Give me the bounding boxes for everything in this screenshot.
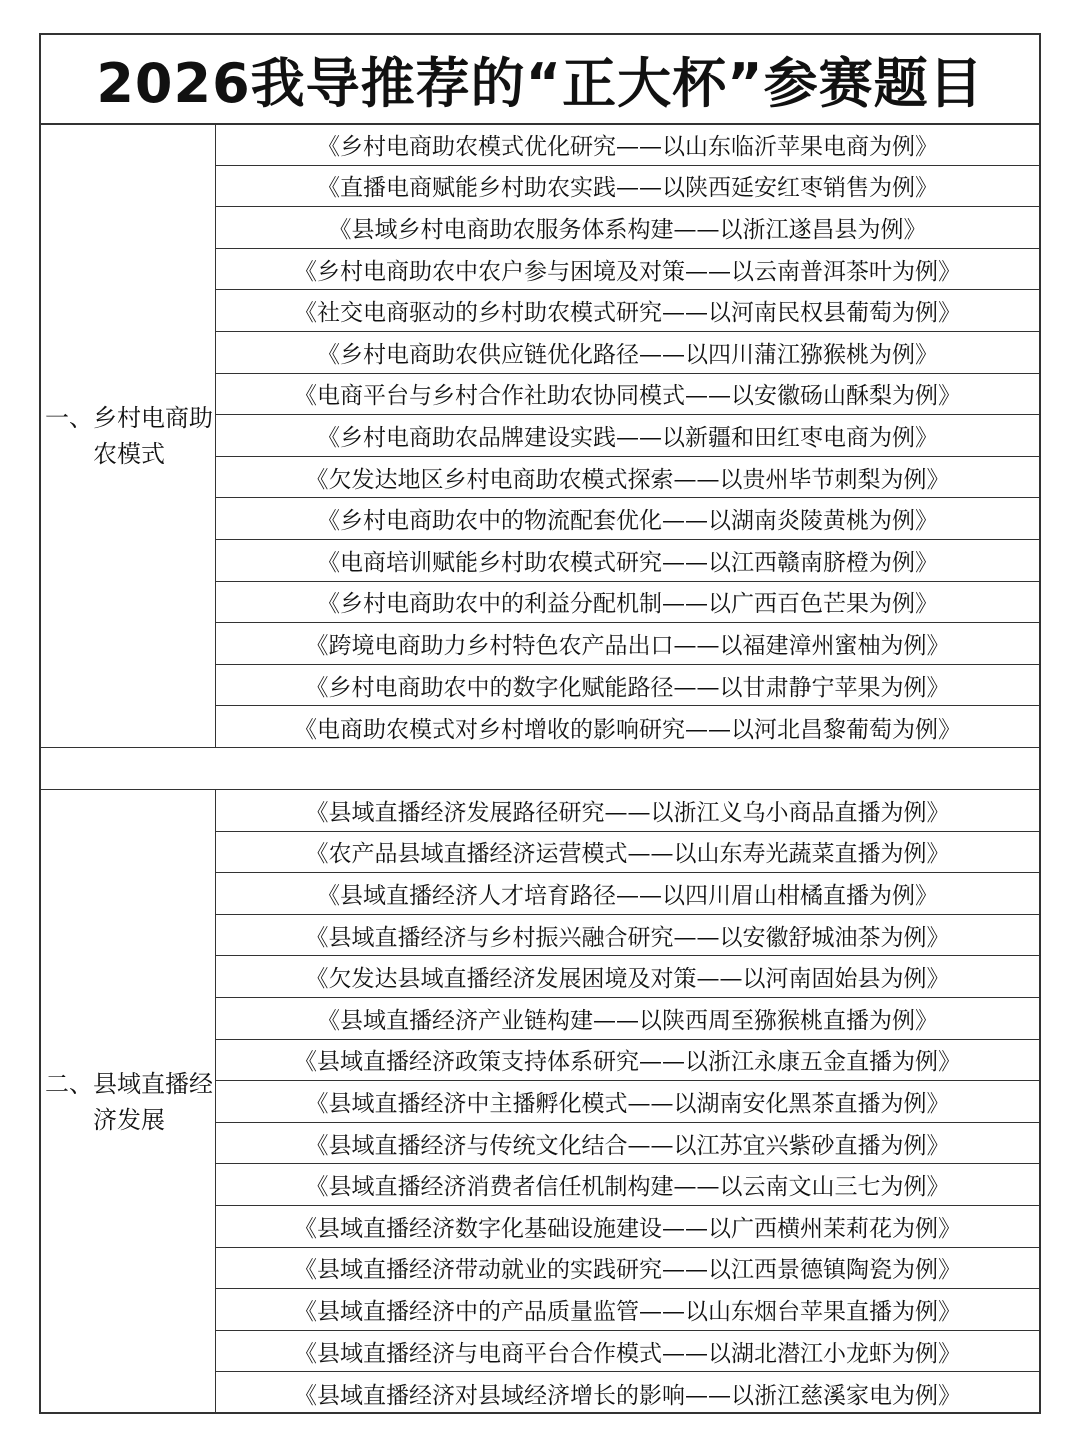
topic-list xyxy=(216,124,1039,748)
topic-row: 《县域直播经济与传统文化结合——以江苏宜兴紫砂直播为例》 xyxy=(216,1123,1039,1165)
topic-row: 《欠发达地区乡村电商助农模式探索——以贵州毕节刺梨为例》 xyxy=(216,457,1039,499)
topic-row: 《电商培训赋能乡村助农模式研究——以江西赣南脐橙为例》 xyxy=(216,540,1039,582)
topic-row: 《乡村电商助农中的物流配套优化——以湖南炎陵黄桃为例》 xyxy=(216,498,1039,540)
topic-row: 《乡村电商助农模式优化研究——以山东临沂苹果电商为例》 xyxy=(216,124,1039,166)
topic-row: 《县域直播经济数字化基础设施建设——以广西横州茉莉花为例》 xyxy=(216,1206,1039,1248)
topic-row: 《县域直播经济中主播孵化模式——以湖南安化黑茶直播为例》 xyxy=(216,1081,1039,1123)
topic-row: 《直播电商赋能乡村助农实践——以陕西延安红枣销售为例》 xyxy=(216,166,1039,208)
section-rural-ecommerce xyxy=(41,123,1039,747)
topic-row: 《跨境电商助力乡村特色农产品出口——以福建漳州蜜柚为例》 xyxy=(216,623,1039,665)
topic-row: 《农产品县域直播经济运营模式——以山东寿光蔬菜直播为例》 xyxy=(216,832,1039,874)
topic-row: 《县域直播经济消费者信任机制构建——以云南文山三七为例》 xyxy=(216,1164,1039,1206)
topic-row: 《欠发达县域直播经济发展困境及对策——以河南固始县为例》 xyxy=(216,956,1039,998)
topic-row: 《县域直播经济政策支持体系研究——以浙江永康五金直播为例》 xyxy=(216,1040,1039,1082)
topic-row: 《社交电商驱动的乡村助农模式研究——以河南民权县葡萄为例》 xyxy=(216,290,1039,332)
topic-row: 《县域直播经济产业链构建——以陕西周至猕猴桃直播为例》 xyxy=(216,998,1039,1040)
section-county-livestream xyxy=(41,789,1039,1414)
category-line-2: 济发展 xyxy=(93,1106,165,1134)
topic-row: 《乡村电商助农中的数字化赋能路径——以甘肃静宁苹果为例》 xyxy=(216,665,1039,707)
section-divider xyxy=(41,747,1039,790)
topic-row: 《电商平台与乡村合作社助农协同模式——以安徽砀山酥梨为例》 xyxy=(216,374,1039,416)
section-category xyxy=(41,790,216,1414)
page-title: 2026我导推荐的“正大杯”参赛题目 xyxy=(41,35,1039,125)
topic-row: 《县域直播经济人才培育路径——以四川眉山柑橘直播为例》 xyxy=(216,873,1039,915)
topic-row: 《县域直播经济与电商平台合作模式——以湖北潜江小龙虾为例》 xyxy=(216,1331,1039,1373)
topic-row: 《县域直播经济与乡村振兴融合研究——以安徽舒城油茶为例》 xyxy=(216,915,1039,957)
topics-table xyxy=(39,33,1041,1414)
topic-row: 《乡村电商助农供应链优化路径——以四川蒲江猕猴桃为例》 xyxy=(216,332,1039,374)
section-category xyxy=(41,124,216,747)
topic-row: 《县域乡村电商助农服务体系构建——以浙江遂昌县为例》 xyxy=(216,207,1039,249)
topic-row: 《乡村电商助农中农户参与困境及对策——以云南普洱茶叶为例》 xyxy=(216,249,1039,291)
topic-list xyxy=(216,790,1039,1414)
topic-row: 《乡村电商助农品牌建设实践——以新疆和田红枣电商为例》 xyxy=(216,415,1039,457)
topic-row: 《乡村电商助农中的利益分配机制——以广西百色芒果为例》 xyxy=(216,582,1039,624)
topic-row: 《电商助农模式对乡村增收的影响研究——以河北昌黎葡萄为例》 xyxy=(294,716,961,743)
category-line-1: 二、县域直播经 xyxy=(45,1070,213,1098)
topic-row: 《县域直播经济中的产品质量监管——以山东烟台苹果直播为例》 xyxy=(216,1289,1039,1331)
topic-row: 《县域直播经济带动就业的实践研究——以江西景德镇陶瓷为例》 xyxy=(216,1248,1039,1290)
category-line-1: 一、乡村电商助 xyxy=(45,403,213,432)
topic-row: 《县域直播经济对县域经济增长的影响——以浙江慈溪家电为例》 xyxy=(294,1382,961,1409)
topic-row: 《县域直播经济发展路径研究——以浙江义乌小商品直播为例》 xyxy=(216,790,1039,832)
category-line-2: 农模式 xyxy=(93,439,165,468)
